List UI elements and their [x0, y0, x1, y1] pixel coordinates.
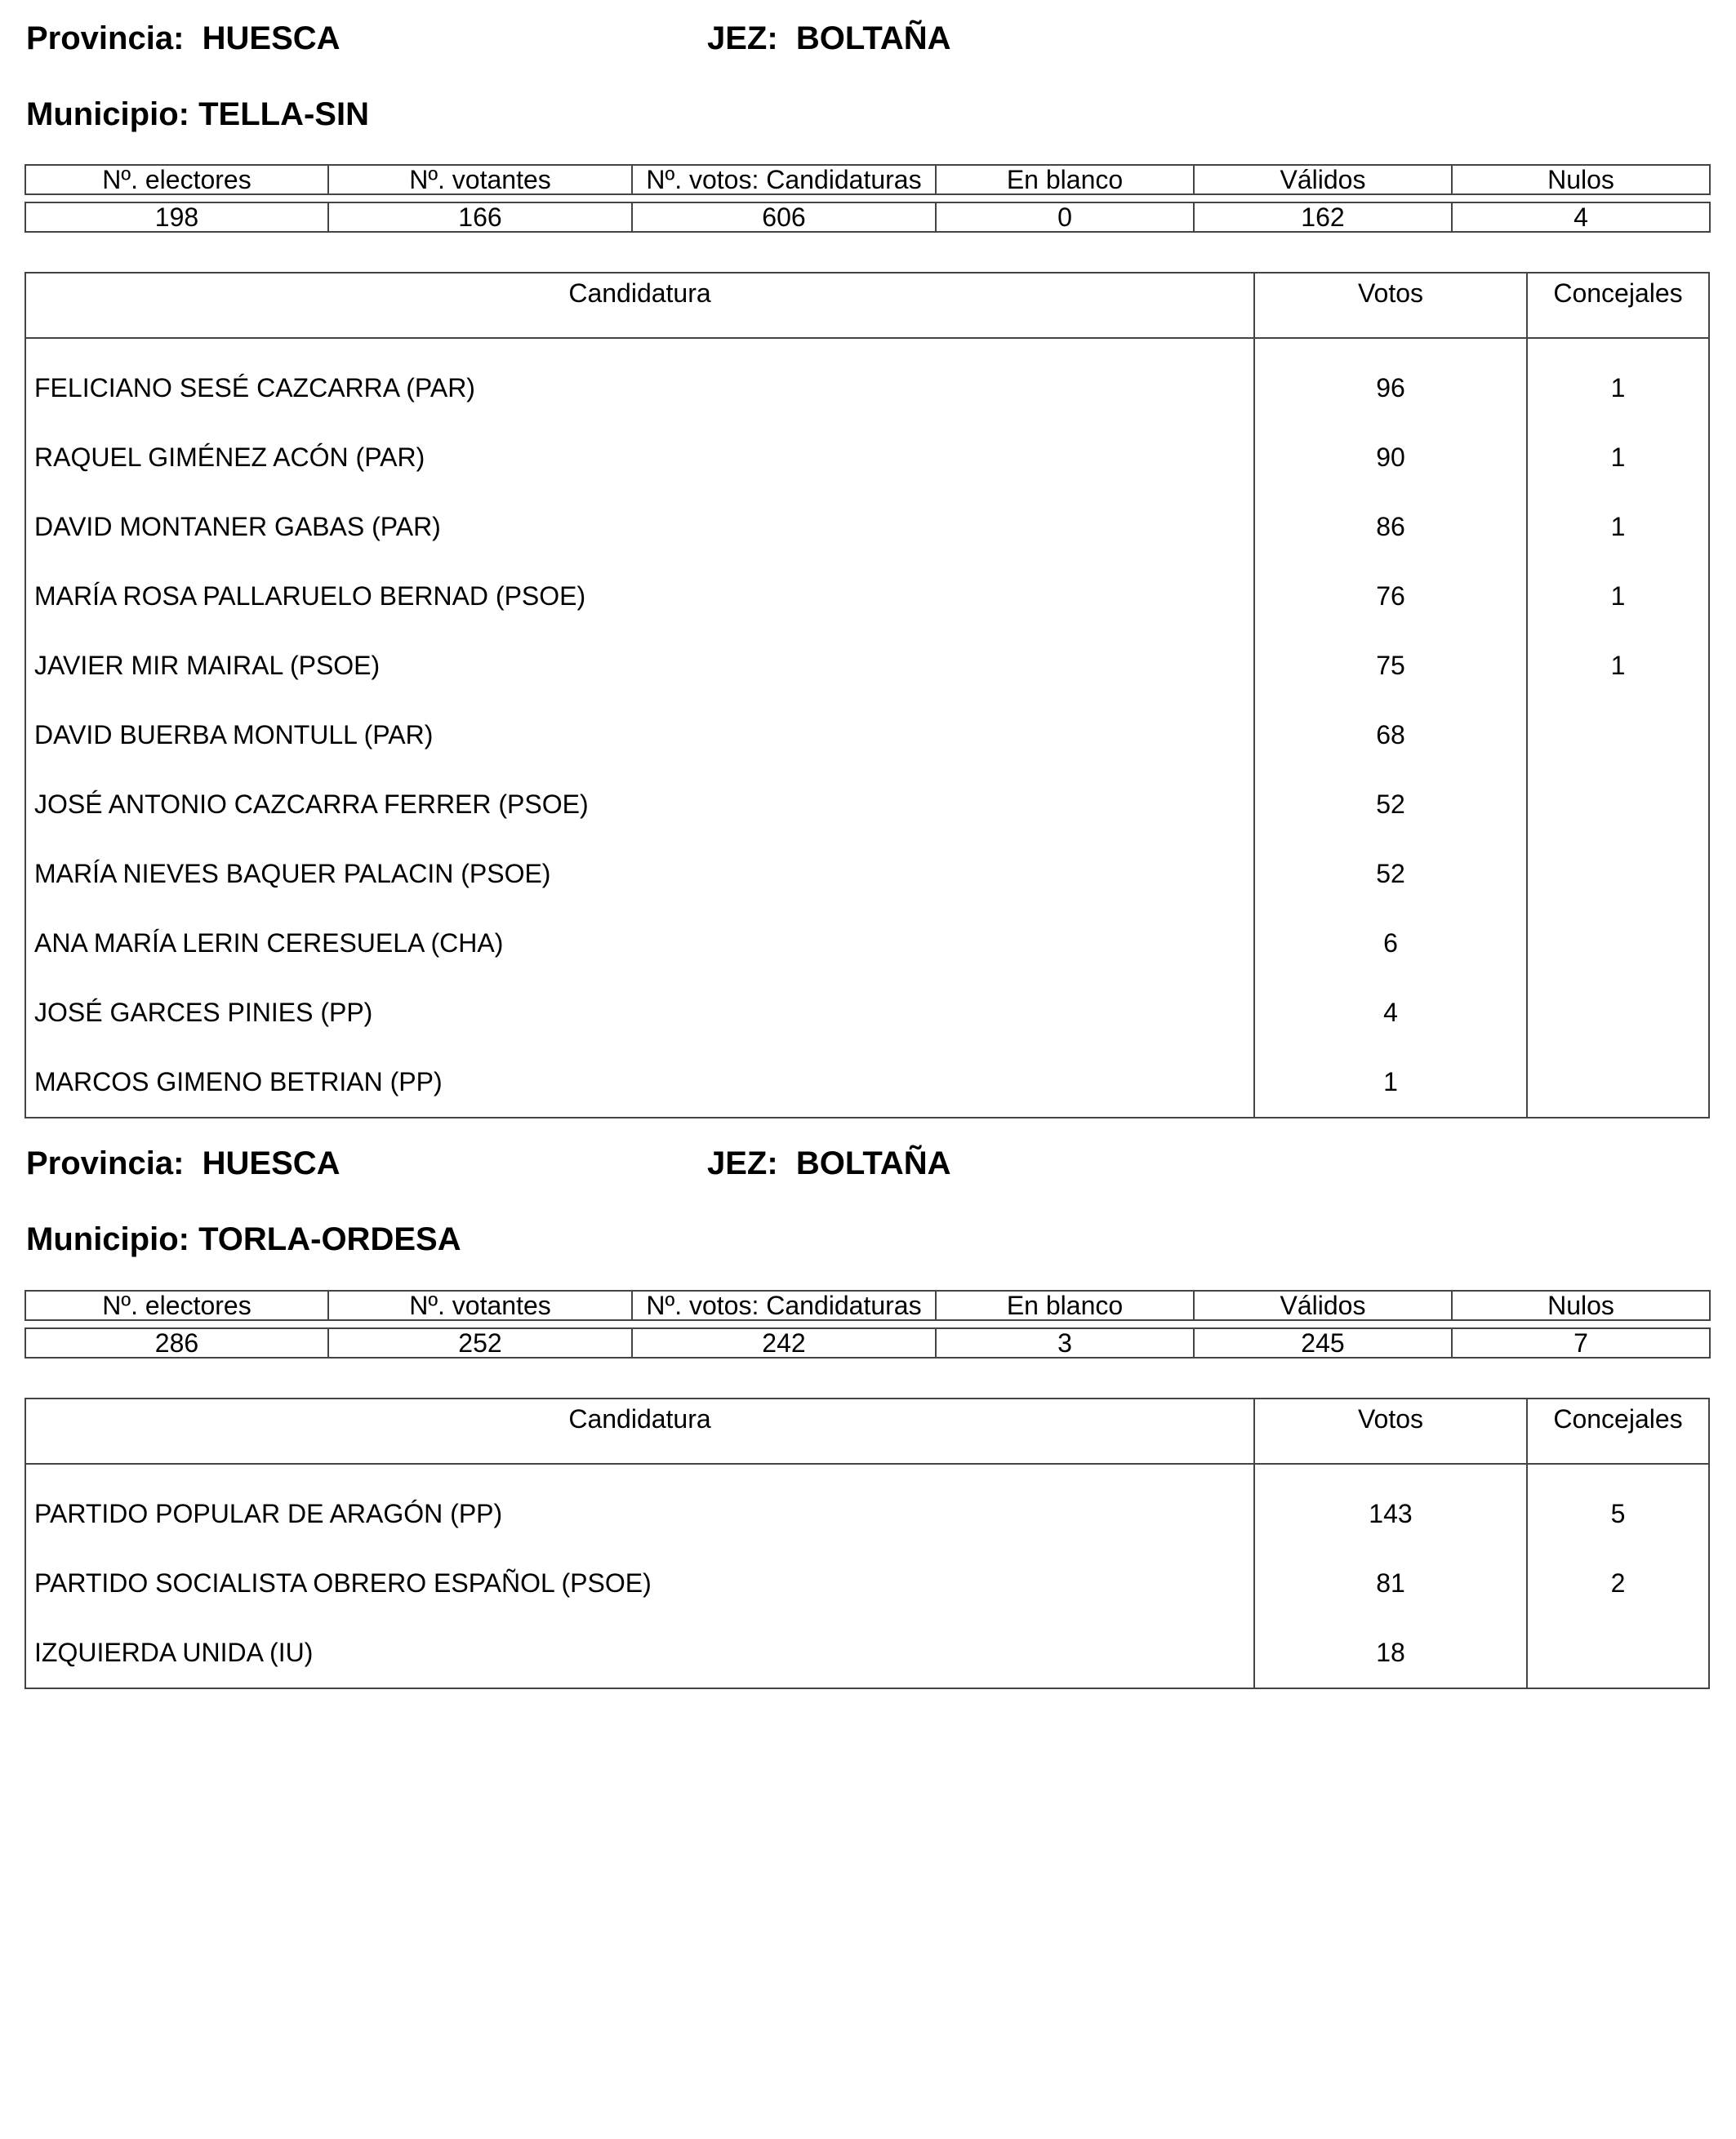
jez-value: BOLTAÑA: [795, 1145, 951, 1181]
table-row: [26, 354, 1708, 423]
candidate-seats: 1: [1610, 581, 1626, 611]
candidates-table: [24, 1398, 1710, 1689]
jez-label: JEZ:: [707, 20, 778, 56]
summary-value-row: [25, 202, 1710, 232]
row-spacer: [26, 1465, 1708, 1479]
candidate-seats: 5: [1610, 1499, 1626, 1528]
summary-value-cell: 166: [328, 202, 632, 232]
candidate-votes: 90: [1255, 423, 1528, 492]
table-row: [26, 839, 1708, 909]
summary-value-cell: 4: [1452, 202, 1710, 232]
table-row: [26, 1479, 1708, 1549]
candidate-votes: 4: [1255, 978, 1528, 1047]
candidate-name: MARÍA ROSA PALLARUELO BERNAD (PSOE): [26, 562, 1255, 631]
candidate-seats: 1: [1610, 373, 1626, 402]
candidate-name: JOSÉ ANTONIO CAZCARRA FERRER (PSOE): [26, 770, 1255, 839]
candidate-seats: [1528, 700, 1708, 770]
summary-header-row: [25, 1291, 1710, 1320]
candidate-seats: [1528, 1618, 1708, 1688]
summary-header-cell: Válidos: [1194, 1291, 1452, 1320]
header-candidatura: Candidatura: [26, 1399, 1255, 1463]
candidate-name: JOSÉ GARCES PINIES (PP): [26, 978, 1255, 1047]
summary-value-cell: 242: [632, 1328, 936, 1358]
summary-value-cell: 3: [936, 1328, 1194, 1358]
table-row: [26, 1549, 1708, 1618]
candidate-seats: 1: [1610, 442, 1626, 472]
candidates-header-row: [26, 273, 1708, 339]
summary-header-cell: En blanco: [936, 165, 1194, 194]
header-candidatura: Candidatura: [26, 273, 1255, 337]
candidate-votes: 18: [1255, 1618, 1528, 1688]
summary-header-cell: Nº. votantes: [328, 165, 632, 194]
summary-header-cell: Nº. votos: Candidaturas: [632, 1291, 936, 1320]
candidate-votes: 52: [1255, 770, 1528, 839]
header-votos: Votos: [1255, 1399, 1528, 1463]
summary-header-row: [25, 165, 1710, 194]
table-row: [26, 770, 1708, 839]
summary-value-cell: 606: [632, 202, 936, 232]
candidate-seats: [1528, 978, 1708, 1047]
candidate-votes: 96: [1255, 354, 1528, 423]
table-row: [26, 909, 1708, 978]
section-header-provincia: [26, 22, 341, 55]
candidate-name: DAVID BUERBA MONTULL (PAR): [26, 700, 1255, 770]
candidate-seats: [1528, 1047, 1708, 1117]
summary-value-cell: 198: [25, 202, 328, 232]
candidate-name: DAVID MONTANER GABAS (PAR): [26, 492, 1255, 562]
summary-header-cell: Válidos: [1194, 165, 1452, 194]
candidate-seats: [1528, 909, 1708, 978]
candidate-name: ANA MARÍA LERIN CERESUELA (CHA): [26, 909, 1255, 978]
provincia-label: Provincia:: [26, 20, 185, 56]
candidate-votes: 1: [1255, 1047, 1528, 1117]
candidate-name: MARCOS GIMENO BETRIAN (PP): [26, 1047, 1255, 1117]
summary-gap: [25, 1320, 1710, 1328]
section-header-jez: [707, 22, 951, 55]
summary-table: [24, 1290, 1711, 1359]
table-row: [26, 631, 1708, 700]
table-row: [26, 562, 1708, 631]
municipio-label: Municipio:: [26, 1221, 189, 1257]
provincia-value: HUESCA: [202, 20, 341, 56]
candidate-name: RAQUEL GIMÉNEZ ACÓN (PAR): [26, 423, 1255, 492]
section-header-municipio: [26, 98, 369, 131]
summary-header-cell: Nº. electores: [25, 165, 328, 194]
summary-header-cell: En blanco: [936, 1291, 1194, 1320]
candidate-seats: 2: [1610, 1568, 1626, 1598]
provincia-label: Provincia:: [26, 1145, 185, 1181]
summary-value-cell: 252: [328, 1328, 632, 1358]
candidate-votes: 6: [1255, 909, 1528, 978]
jez-label: JEZ:: [707, 1145, 778, 1181]
section-header-provincia: [26, 1147, 341, 1180]
summary-header-cell: Nulos: [1452, 1291, 1710, 1320]
table-row: [26, 423, 1708, 492]
candidate-name: PARTIDO SOCIALISTA OBRERO ESPAÑOL (PSOE): [26, 1549, 1255, 1618]
candidate-name: MARÍA NIEVES BAQUER PALACIN (PSOE): [26, 839, 1255, 909]
summary-gap: [25, 194, 1710, 202]
summary-value-row: [25, 1328, 1710, 1358]
summary-value-cell: 245: [1194, 1328, 1452, 1358]
summary-header-cell: Nulos: [1452, 165, 1710, 194]
table-row: [26, 978, 1708, 1047]
municipio-value: TORLA-ORDESA: [198, 1221, 461, 1257]
header-concejales: Concejales: [1553, 1404, 1683, 1434]
candidate-votes: 76: [1255, 562, 1528, 631]
table-row: [26, 492, 1708, 562]
candidate-votes: 81: [1255, 1549, 1528, 1618]
table-row: [26, 1618, 1708, 1688]
summary-value-cell: 286: [25, 1328, 328, 1358]
summary-table: [24, 164, 1711, 233]
table-row: [26, 1047, 1708, 1117]
summary-value-cell: 162: [1194, 202, 1452, 232]
candidate-name: PARTIDO POPULAR DE ARAGÓN (PP): [26, 1479, 1255, 1549]
candidate-seats: 1: [1610, 651, 1626, 680]
summary-header-cell: Nº. votantes: [328, 1291, 632, 1320]
candidate-votes: 86: [1255, 492, 1528, 562]
candidate-votes: 68: [1255, 700, 1528, 770]
jez-value: BOLTAÑA: [795, 20, 951, 56]
summary-value-cell: 7: [1452, 1328, 1710, 1358]
section-header-jez: [707, 1147, 951, 1180]
header-concejales: Concejales: [1553, 278, 1683, 308]
section-header-municipio: [26, 1223, 461, 1256]
row-spacer: [26, 339, 1708, 354]
summary-header-cell: Nº. votos: Candidaturas: [632, 165, 936, 194]
candidates-table: [24, 272, 1710, 1118]
candidate-seats: 1: [1610, 512, 1626, 541]
summary-header-cell: Nº. electores: [25, 1291, 328, 1320]
candidates-header-row: [26, 1399, 1708, 1465]
candidate-name: JAVIER MIR MAIRAL (PSOE): [26, 631, 1255, 700]
candidate-seats: [1528, 770, 1708, 839]
candidate-votes: 143: [1255, 1479, 1528, 1549]
candidate-votes: 75: [1255, 631, 1528, 700]
summary-value-cell: 0: [936, 202, 1194, 232]
candidate-name: IZQUIERDA UNIDA (IU): [26, 1618, 1255, 1688]
candidate-seats: [1528, 839, 1708, 909]
table-row: [26, 700, 1708, 770]
candidate-name: FELICIANO SESÉ CAZCARRA (PAR): [26, 354, 1255, 423]
municipio-label: Municipio:: [26, 96, 189, 132]
provincia-value: HUESCA: [202, 1145, 341, 1181]
municipio-value: TELLA-SIN: [198, 96, 369, 132]
candidate-votes: 52: [1255, 839, 1528, 909]
header-votos: Votos: [1255, 273, 1528, 337]
